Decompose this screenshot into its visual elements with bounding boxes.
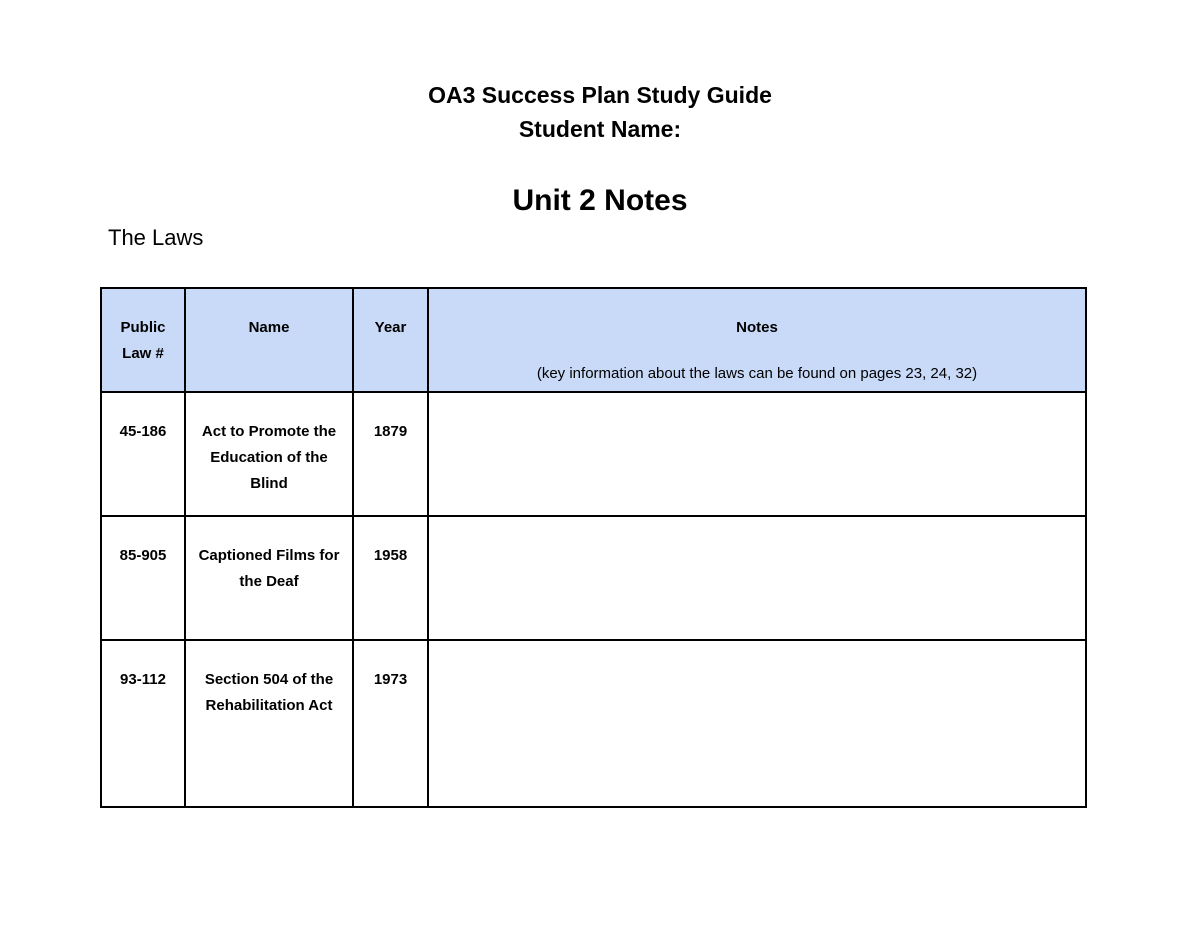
- laws-table: [100, 287, 1087, 808]
- law-number-cell: [101, 516, 185, 640]
- law-number-cell: [101, 392, 185, 516]
- header-notes-label: Notes: [736, 319, 778, 336]
- header-year: [353, 288, 428, 392]
- law-number-cell: [101, 640, 185, 807]
- header-notes-subtitle: (key information about the laws can be found on pages 23, 24, 32): [536, 365, 978, 382]
- header-public-law: [101, 288, 185, 392]
- header-notes: [428, 288, 1086, 392]
- notes-cell[interactable]: [428, 392, 1086, 516]
- table-row: [101, 640, 1086, 807]
- law-year: 1973: [373, 671, 408, 688]
- header-name: [185, 288, 353, 392]
- law-name: Section 504 of the Rehabilitation Act: [204, 671, 334, 714]
- law-number: 85-905: [119, 547, 167, 564]
- header-name-label: Name: [248, 319, 290, 336]
- law-year: 1958: [373, 547, 408, 564]
- table-row: [101, 516, 1086, 640]
- law-year-cell: [353, 516, 428, 640]
- section-heading: The Laws: [108, 225, 204, 250]
- law-name: Captioned Films for the Deaf: [198, 547, 340, 590]
- table-row: [101, 392, 1086, 516]
- law-name-cell: [185, 392, 353, 516]
- notes-text[interactable]: [429, 393, 1085, 419]
- notes-text[interactable]: [429, 641, 1085, 667]
- law-name: Act to Promote the Education of the Blind: [201, 423, 337, 492]
- unit-title: Unit 2 Notes: [512, 184, 688, 217]
- law-name-cell: [185, 640, 353, 807]
- notes-text[interactable]: [429, 517, 1085, 543]
- document-title: OA3 Success Plan Study Guide: [428, 82, 772, 108]
- law-name-cell: [185, 516, 353, 640]
- header-year-label: Year: [374, 319, 407, 336]
- table-header-row: [101, 288, 1086, 392]
- notes-cell[interactable]: [428, 516, 1086, 640]
- law-number: 93-112: [120, 671, 166, 688]
- header-public-law-label: Public Law #: [120, 319, 166, 362]
- law-year: 1879: [373, 423, 408, 440]
- notes-cell[interactable]: [428, 640, 1086, 807]
- law-number: 45-186: [119, 423, 167, 440]
- student-name-label: Student Name:: [518, 116, 682, 142]
- law-year-cell: [353, 640, 428, 807]
- law-year-cell: [353, 392, 428, 516]
